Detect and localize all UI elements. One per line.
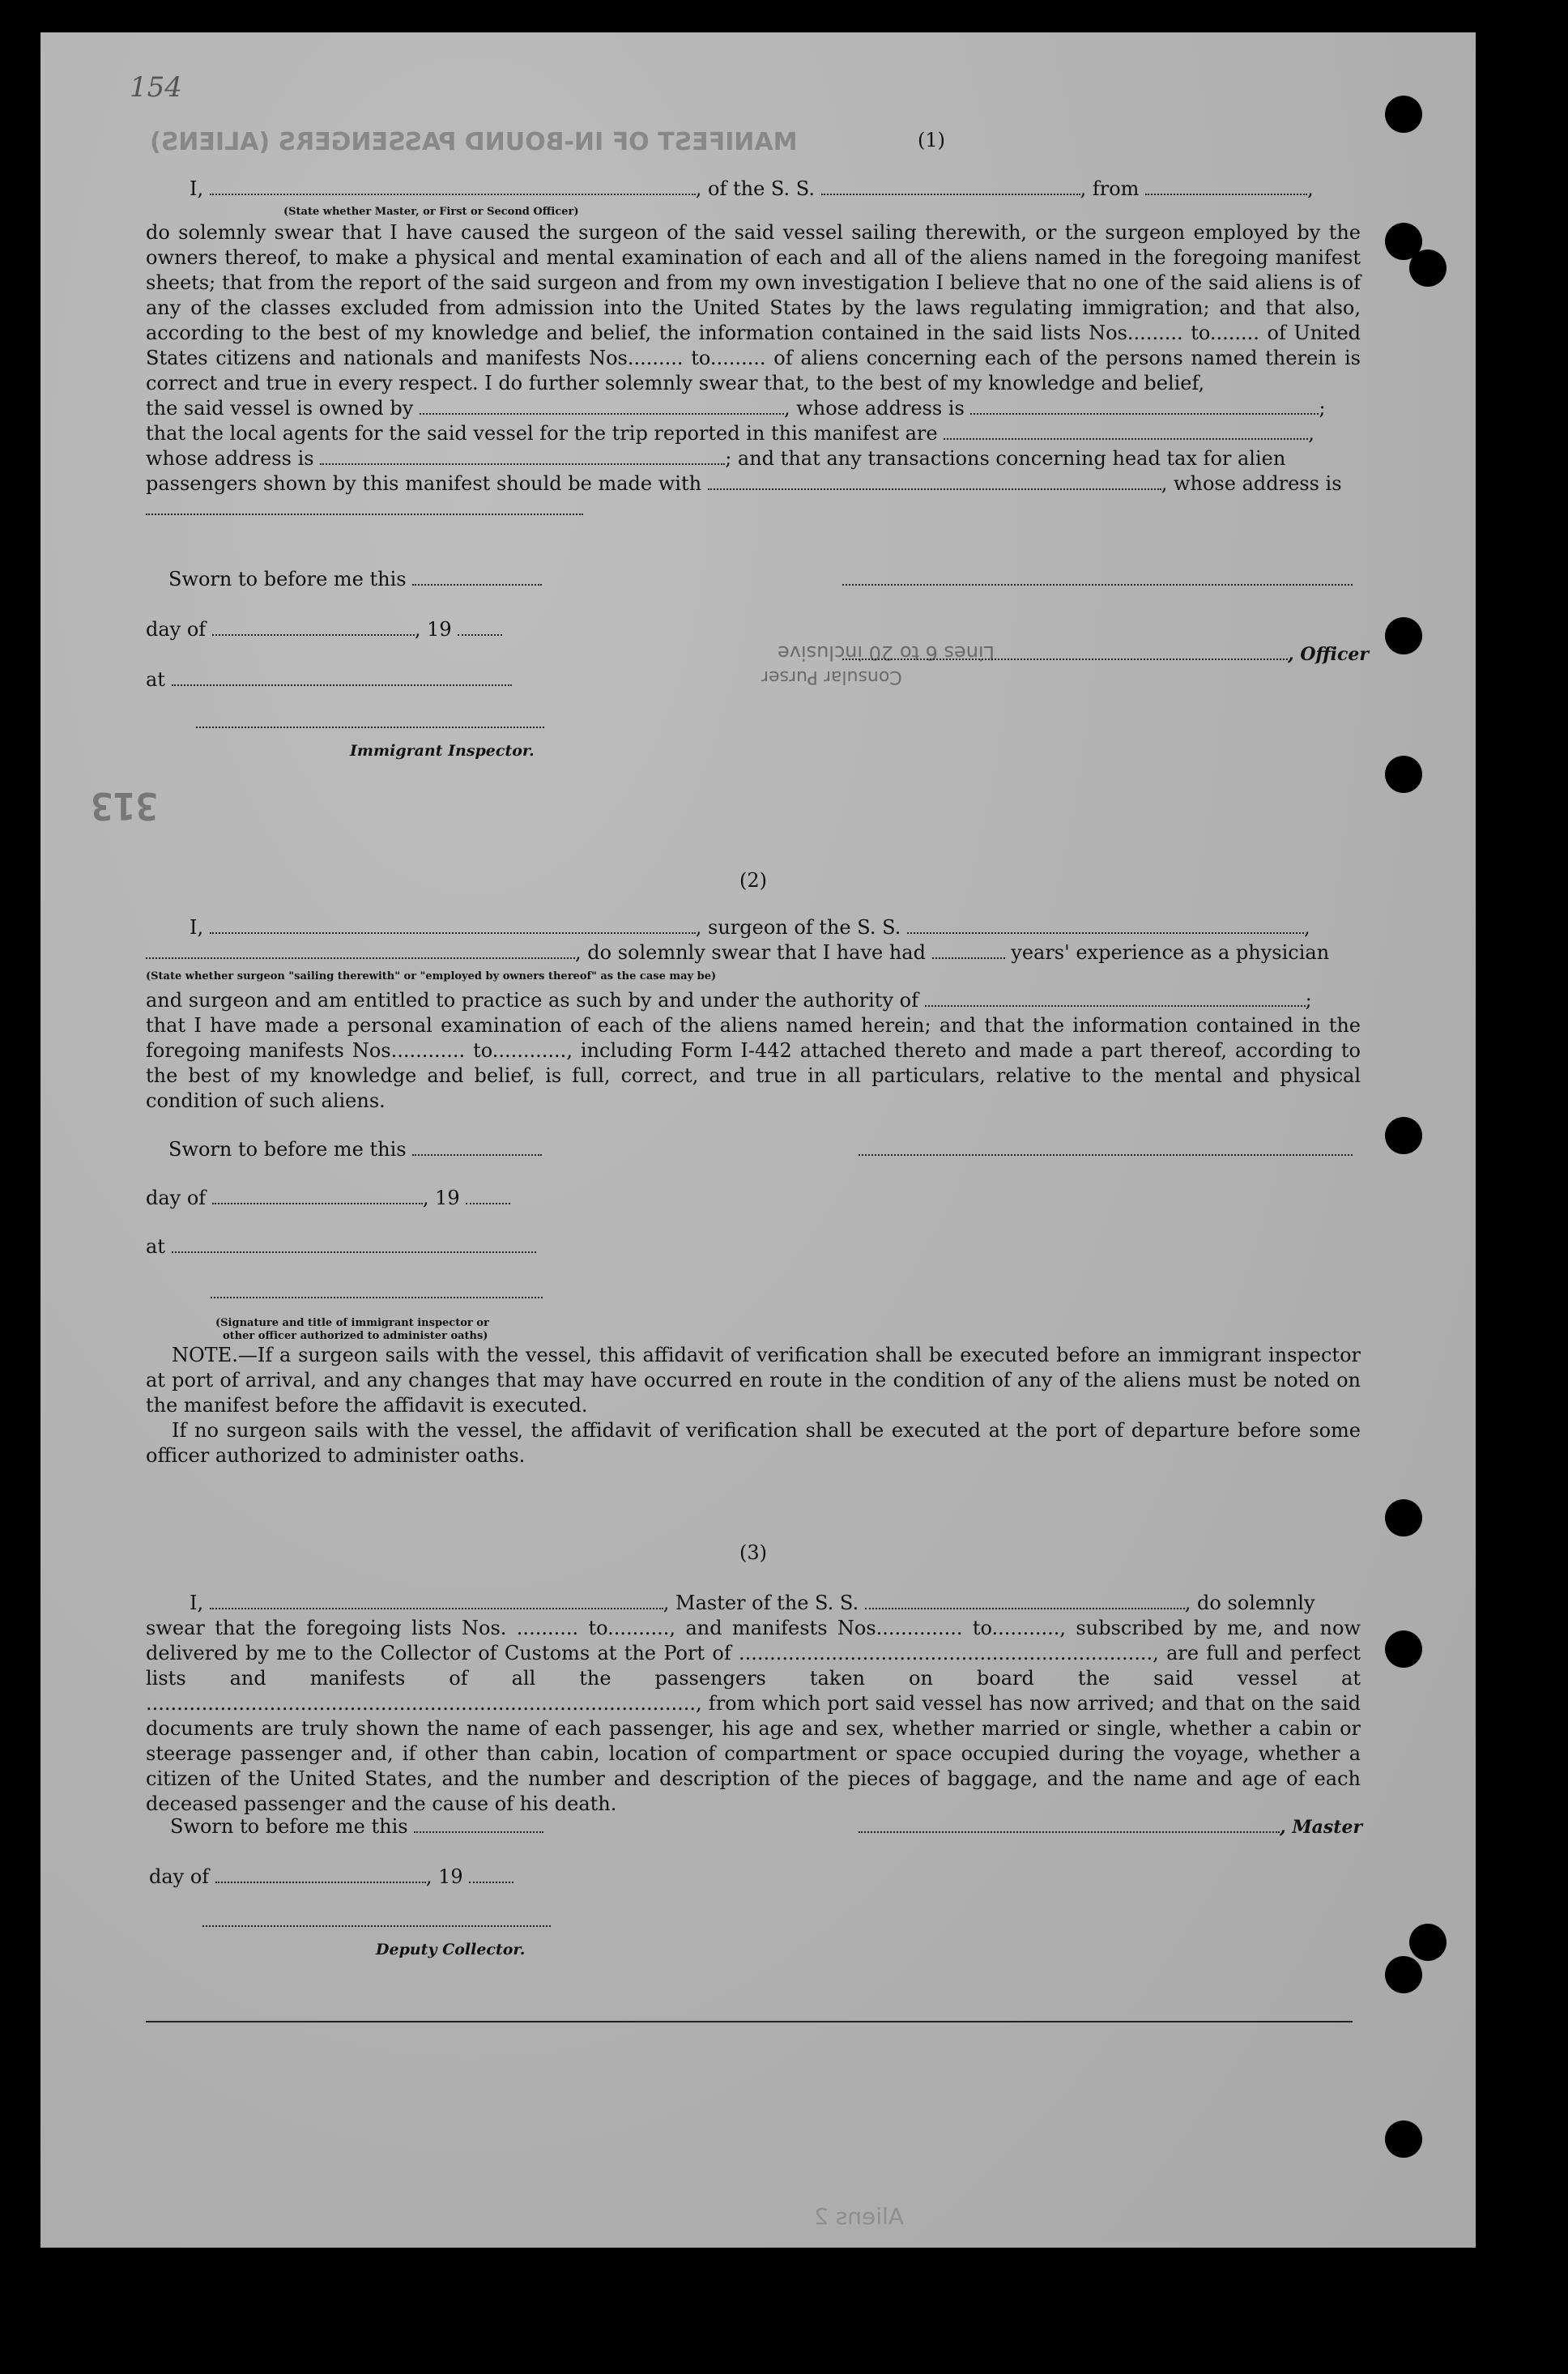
month-field-2[interactable] (212, 1188, 423, 1204)
local-agents-field[interactable] (944, 424, 1308, 440)
head-tax-address-field[interactable] (146, 499, 583, 515)
local-agents-line: that the local agents for the said vessel for the trip reported in this manifest are , (146, 422, 1314, 445)
note-label: NOTE. (172, 1344, 238, 1366)
owned-by-label: the said vessel is owned by (146, 397, 414, 420)
punch-hole-7 (1385, 1499, 1422, 1536)
at-field-1[interactable] (172, 670, 512, 686)
section-2-number: (2) (739, 869, 767, 892)
collector-label: Deputy Collector. (376, 1941, 526, 1958)
section-1-line-1: I, , of the S. S. , from , (190, 177, 1314, 200)
year-label-1: , 19 (414, 618, 452, 641)
sworn-line-3 (170, 1814, 543, 1839)
agent-address-label: whose address is (146, 447, 314, 470)
officer-signature-line-top (842, 567, 1353, 592)
section-3-line-1 (190, 1591, 1315, 1616)
day-of-label-1: day of (146, 618, 207, 641)
year-field-1[interactable] (458, 620, 502, 636)
owned-by-line: the said vessel is owned by , whose address is ; (146, 397, 1326, 420)
year-label-2: , 19 (422, 1187, 460, 1209)
s2-signature-line (211, 1280, 543, 1305)
line1-from: , from (1080, 177, 1140, 200)
at-label-2: at (146, 1235, 165, 1258)
sworn-line-1 (168, 567, 542, 592)
surgeon-of-label: , surgeon of the S. S. (695, 916, 901, 939)
year-label-3: , 19 (425, 1865, 463, 1888)
officer-signature-field-top[interactable] (842, 569, 1353, 586)
head-tax-address-continuation (146, 497, 583, 522)
s2-signature-field[interactable] (211, 1282, 543, 1298)
punch-hole-9 (1409, 1924, 1447, 1961)
s3-solemnly-label: , do solemnly (1184, 1592, 1315, 1614)
punch-hole-11 (1385, 2120, 1422, 2158)
years-label: years' experience as a physician (1011, 941, 1330, 964)
stamp-number: 313 (91, 784, 159, 828)
collector-signature-field[interactable] (202, 1911, 551, 1927)
owner-address-label: , whose address is (783, 397, 965, 420)
officer-signature-field[interactable] (842, 644, 1288, 660)
year-field-3[interactable] (469, 1867, 513, 1883)
master-signature-field[interactable] (859, 1817, 1280, 1833)
section-1-body: do solemnly swear that I have caused the surgeon of the said vessel sailing therewith, or the surgeon employed by the owners thereof, to make a physical and mental examination of each and all of the aliens named in the foregoing manifest sheets; that from the report of the said surgeon and from my own investigation I believe that no one of the said aliens is of any of the classes excluded from admission into the United States by the laws regulating immigration; and that also, according to the best of my knowledge and belief, the information contained in the said lists Nos......... to........ of United States citizens and nationals and manifests Nos......... to......... of aliens concerning each of the persons named therein is correct and true in every respect. I do further solemnly swear that, to the best of my knowledge and belief, (146, 221, 1361, 394)
section-1-number: (1) (918, 129, 945, 151)
punch-hole-10 (1385, 1956, 1422, 1993)
surgeon-signature-line (859, 1137, 1353, 1162)
line1-i: I, (190, 177, 204, 200)
rank-field[interactable] (210, 179, 696, 195)
master-label: , Master (1280, 1817, 1363, 1838)
stamp-purser: Consular Purser (761, 667, 902, 687)
local-agents-label: that the local agents for the said vessel for the trip reported in this manifest are (146, 422, 938, 445)
footer-ghost-text: Aliens 2 (814, 2203, 904, 2230)
officer-label: , Officer (1288, 644, 1370, 665)
day-of-line-3 (149, 1865, 513, 1890)
section-2-line-1: I, , surgeon of the S. S. , (190, 916, 1310, 939)
ghost-header-title: MANIFEST OF IN-BOUND PASSENGERS (ALIENS) (150, 128, 798, 156)
sig-note-1: (Signature and title of immigrant inspector or (215, 1317, 489, 1329)
note-text: —If a surgeon sails with the vessel, this affidavit of verification shall be executed before an immigrant inspector at port of arrival, and any changes that may have occurred en route in the condition of any of the aliens must be noted on the manifest before the affidavit is executed. (146, 1344, 1361, 1417)
punch-hole-8 (1385, 1630, 1422, 1668)
month-field-3[interactable] (215, 1867, 426, 1883)
years-field[interactable] (932, 943, 1005, 959)
section-3-number: (3) (739, 1541, 767, 1564)
punch-hole-3 (1409, 249, 1447, 287)
from-port-field[interactable] (1145, 179, 1307, 195)
agent-address-line (146, 446, 1285, 471)
inspector-signature-field[interactable] (196, 712, 544, 728)
sworn-day-field-1[interactable] (412, 569, 542, 586)
sworn-label-1: Sworn to before me this (168, 568, 407, 590)
day-of-label-3: day of (149, 1865, 210, 1888)
head-tax-agent-field[interactable] (708, 474, 1161, 490)
at-field-2[interactable] (172, 1237, 536, 1253)
note-paragraph (146, 1343, 1361, 1418)
line1-of: , of the S. S. (695, 177, 815, 200)
sworn-label-3: Sworn to before me this (170, 1815, 408, 1838)
document-page (40, 32, 1476, 2248)
passengers-label: passengers shown by this manifest should be made with (146, 472, 702, 495)
bottom-rule (146, 2021, 1353, 2022)
master-signature-line (859, 1814, 1362, 1840)
punch-hole-5 (1385, 756, 1422, 793)
surgeon-signature-field[interactable] (859, 1140, 1353, 1156)
stamp-lines: Lines 6 to 20 inclusive (778, 641, 995, 664)
month-field-1[interactable] (212, 620, 415, 636)
surgeon-status-note: (State whether surgeon "sailing therewith" or "employed by owners thereof" as the case may be) (146, 970, 717, 982)
inspector-signature-line (196, 710, 544, 735)
owner-address-field[interactable] (970, 399, 1319, 415)
sworn-day-field-2[interactable] (412, 1140, 542, 1156)
section-2-line-2 (146, 940, 1329, 965)
authority-field[interactable] (925, 991, 1306, 1007)
section-3-body: swear that the foregoing lists Nos. .......... to.........., and manifests Nos.............. to..........., subscribed by me, and now delivered by me to the Collector of Customs at the Port of ..................................................................., are full and perfect lists and manifests of all the passengers taken on board the said vessel at ........................................................................................., from which port said vessel has now arrived; and that on the said documents are truly shown the name of each passenger, his age and sex, whether married or single, whether a cabin or steerage passenger and, if other than cabin, location of compartment or space occupied during the voyage, whether a citizen of the United States, and the number and description of the pieces of baggage, and the name and age of each deceased passenger and the cause of his death. (146, 1617, 1361, 1815)
sworn-day-field-3[interactable] (414, 1817, 543, 1833)
s2-ship-field[interactable] (907, 918, 1304, 934)
s3-ship-field[interactable] (865, 1593, 1185, 1609)
collector-signature-line (202, 1908, 551, 1933)
day-of-line-1 (146, 617, 502, 642)
s2-i: I, (190, 916, 204, 939)
rank-note: (State whether Master, or First or Second Officer) (283, 206, 579, 218)
authority-label: and surgeon and am entitled to practice as such by and under the authority of (146, 989, 918, 1012)
year-field-2[interactable] (466, 1188, 510, 1204)
owner-field[interactable] (420, 399, 784, 415)
at-label-1: at (146, 668, 165, 691)
master-name-field[interactable] (210, 1593, 663, 1609)
s3-i: I, (190, 1592, 204, 1614)
officer-line (842, 641, 1369, 667)
sworn-line-2 (168, 1137, 542, 1162)
sworn-label-2: Sworn to before me this (168, 1138, 407, 1161)
at-line-1 (146, 667, 512, 693)
inspector-label: Immigrant Inspector. (350, 742, 535, 760)
head-tax-label: ; and that any transactions concerning head tax for alien (725, 447, 1286, 470)
surgeon-name-field[interactable] (210, 918, 696, 934)
surgeon-status-field[interactable] (146, 943, 575, 959)
ship-name-field[interactable] (821, 179, 1080, 195)
day-of-line-2 (146, 1186, 510, 1211)
passengers-line (146, 471, 1342, 497)
master-of-label: , Master of the S. S. (663, 1592, 859, 1614)
punch-hole-4 (1385, 617, 1422, 654)
at-line-2 (146, 1234, 536, 1259)
authority-line: and surgeon and am entitled to practice as such by and under the authority of ; (146, 989, 1312, 1012)
head-tax-address-label: , whose address is (1161, 472, 1342, 495)
section-2-body: that I have made a personal examination of each of the aliens named herein; and that the information contained in the foregoing manifests Nos............ to............, including Form I-442 attached thereto and made a part thereof, according to the best of my knowledge and belief, is full, correct, and true in all particulars, relative to the mental and physical condition of such aliens. (146, 1014, 1361, 1112)
s2-solemnly-label: , do solemnly swear that I have had (575, 941, 926, 964)
note-paragraph-2: If no surgeon sails with the vessel, the affidavit of verification shall be executed at the port of departure before some officer authorized to administer oaths. (146, 1419, 1361, 1467)
handwritten-number: 154 (130, 71, 182, 104)
agent-address-field[interactable] (320, 449, 725, 465)
day-of-label-2: day of (146, 1187, 207, 1209)
punch-hole-6 (1385, 1117, 1422, 1154)
sig-note-2: other officer authorized to administer oaths) (223, 1330, 488, 1342)
